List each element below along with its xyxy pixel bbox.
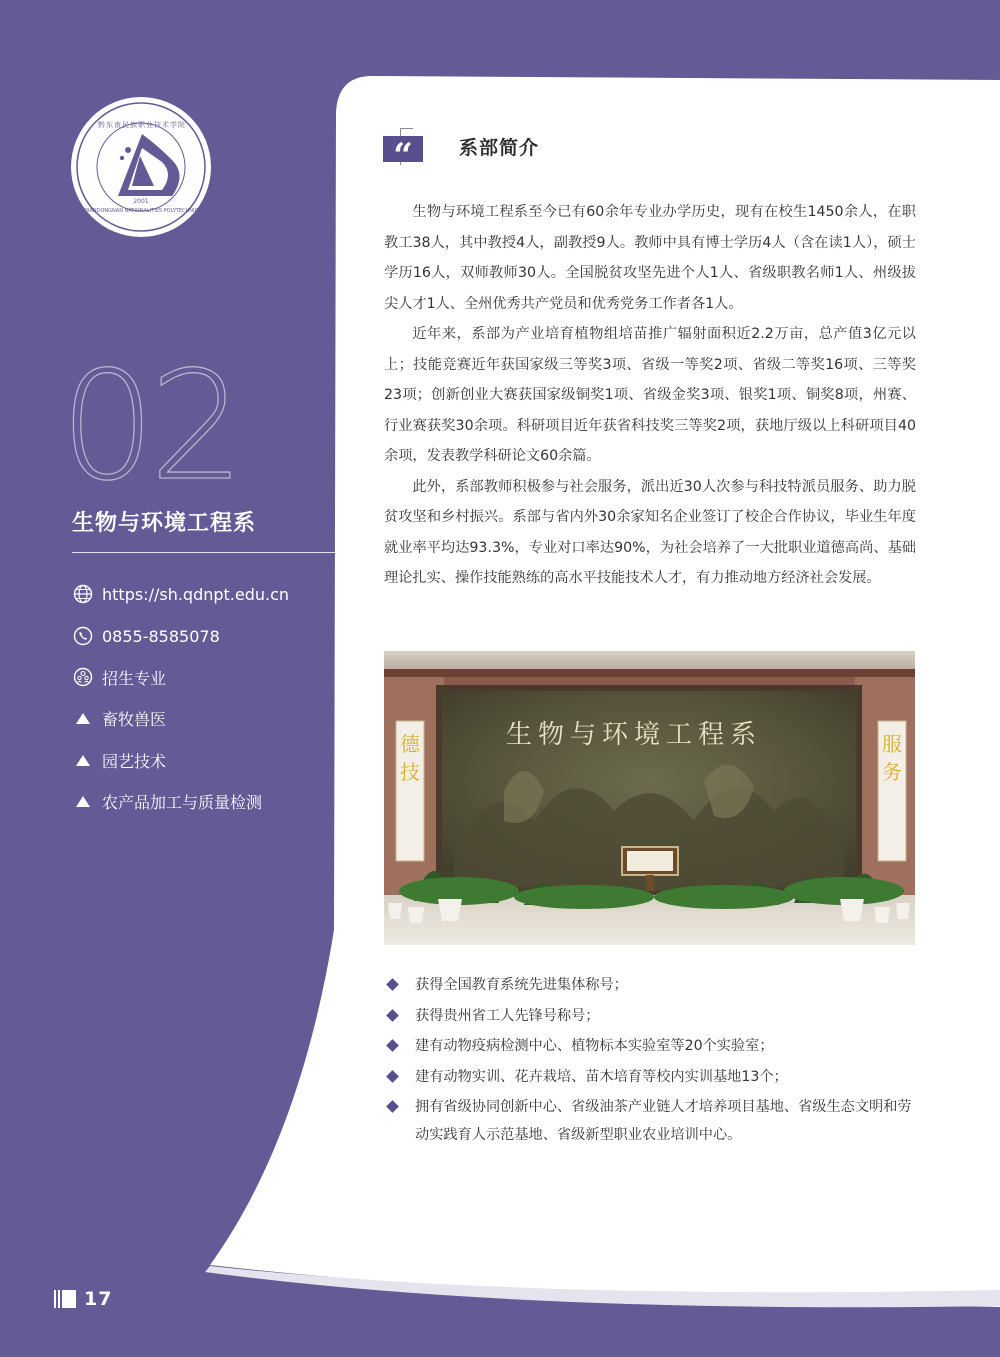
website-link[interactable]	[72, 582, 289, 606]
intro-paragraph: 生物与环境工程系至今已有60余年专业办学历史，现有在校生1450余人，在职教工38人，其中教授4人，副教授9人。教师中具有博士学历4人（含在读1人），硕士学历16人，双师教师30人。全国脱贫攻坚先进个人1人、省级职教名师1人、州级拔尖人才1人、全州优秀共产党员和优秀党务工作者各1人。	[384, 204, 916, 312]
wall-title-text: 生物与环境工程系	[505, 720, 763, 750]
website-text: https://sh.qdnpt.edu.cn	[102, 584, 290, 604]
diamond-bullet-icon	[386, 978, 399, 991]
logo-side-text: QIANDONGNAN NATIONALITIES POLYTECHNIC	[84, 208, 198, 214]
list-item	[384, 1002, 916, 1030]
diamond-bullet-icon	[386, 1100, 399, 1113]
people-icon	[72, 666, 94, 688]
svg-text:技: 技	[400, 760, 420, 784]
major-label: 农产品加工与质量检测	[102, 792, 263, 812]
phone-text: 0855-8585078	[102, 626, 220, 646]
major-item	[72, 748, 166, 772]
department-relief-wall-photo	[384, 651, 915, 945]
department-name: 生物与环境工程系	[72, 511, 257, 536]
triangle-icon	[72, 707, 94, 729]
major-label: 畜牧兽医	[102, 709, 167, 729]
globe-icon	[72, 583, 94, 605]
major-item	[72, 706, 166, 730]
svg-text:务: 务	[882, 760, 902, 784]
achievement-text: 建有动物疫病检测中心、植物标本实验室等20个实验室；	[415, 1038, 774, 1054]
college-logo	[70, 96, 212, 238]
achievement-text: 获得全国教育系统先进集体称号；	[415, 977, 628, 993]
list-item	[384, 971, 916, 999]
phone-number[interactable]	[72, 624, 220, 648]
achievement-text: 建有动物实训、花卉栽培、苗木培育等校内实训基地13个；	[415, 1068, 788, 1085]
intro-text	[384, 197, 916, 594]
left-scroll-text: 德	[400, 732, 420, 756]
section-number: 02	[60, 340, 239, 514]
page-number	[54, 1288, 112, 1310]
section-title: 系部简介	[459, 136, 540, 159]
right-scroll-text: 服	[882, 732, 902, 756]
intro-paragraph: 近年来，系部为产业培育植物组培苗推广辐射面积近2.2万亩，总产值3亿元以上；技能竞赛近年获国家级三等奖3项、省级一等奖2项、省级二等奖16项、三等奖23项；创新创业大赛获国家级铜奖1项、省级金奖3项、银奖1项、铜奖8项，州赛、行业赛获奖30余项。科研项目近年获省科技奖三等奖2项，获地厅级以上科研项目40余项，发表教学科研论文60余篇。	[384, 326, 916, 464]
diamond-bullet-icon	[386, 1039, 399, 1052]
triangle-icon	[72, 790, 94, 812]
quote-icon: “	[383, 136, 423, 162]
list-item	[384, 1063, 916, 1091]
major-label: 园艺技术	[102, 751, 167, 771]
achievements-list	[384, 971, 916, 1152]
logo-top-text: 黔东南民族职业技术学院	[98, 121, 186, 129]
intro-paragraph: 此外，系部教师积极参与社会服务，派出近30人次参与科技特派员服务、助力脱贫攻坚和乡村振兴。系部与省内外30余家知名企业签订了校企合作协议，毕业生年度就业率平均达93.3%，专业对口率达90%，为社会培养了一大批职业道德高尚、基础理论扎实、操作技能熟练的高水平技能技术人才，有力推动地方经济社会发展。	[384, 478, 916, 586]
achievement-text: 拥有省级协同创新中心、省级油茶产业链人才培养项目基地、省级生态文明和劳动实践育人示范基地、省级新型职业农业培训中心。	[415, 1099, 912, 1143]
section-header	[383, 130, 539, 162]
page-number-bars-icon	[54, 1290, 78, 1308]
triangle-icon	[72, 749, 94, 771]
diamond-bullet-icon	[386, 1070, 399, 1083]
major-item	[72, 789, 262, 813]
diamond-bullet-icon	[386, 1009, 399, 1022]
achievement-text: 获得贵州省工人先锋号称号；	[415, 1007, 600, 1024]
admission-majors-label	[72, 665, 166, 689]
list-item	[384, 1093, 916, 1149]
phone-icon	[72, 625, 94, 647]
logo-year: 2001	[133, 198, 149, 205]
list-item	[384, 1032, 916, 1060]
page-number-text: 17	[84, 1288, 113, 1310]
admission-label-text: 招生专业	[102, 668, 167, 688]
sidebar-divider	[72, 552, 335, 553]
